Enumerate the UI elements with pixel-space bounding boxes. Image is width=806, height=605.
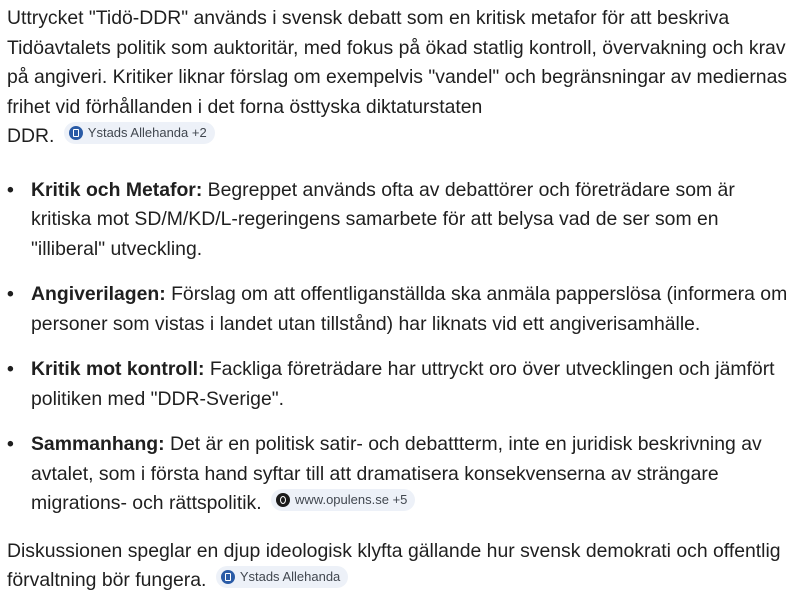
intro-text: Uttrycket "Tidö-DDR" används i svensk debatt som en kritisk metafor för att beskriva Tidöavtalets politik som auktoritär, med fokus på ökad statlig kontroll, övervakning och krav på angiveri. Kritiker liknar förslag om exempelvis "vandel" och begränsningar av mediernas frihet vid förhållanden i det forna östtyska diktaturstaten (7, 7, 788, 118)
outro-paragraph (7, 537, 790, 596)
source-chip-ystads-allehanda[interactable] (64, 122, 215, 144)
list-item (7, 355, 790, 414)
bullet-list (7, 176, 790, 519)
list-item-title: Sammanhang: (31, 433, 165, 455)
bullet-marker: • (7, 178, 14, 201)
intro-text-end: DDR. (7, 125, 55, 147)
source-chip-label: Ystads Allehanda +2 (87, 125, 207, 140)
ystads-allehanda-icon (221, 570, 235, 584)
source-chip-label: www.opulens.se +5 (295, 492, 408, 507)
intro-paragraph (7, 4, 790, 152)
list-item-title: Kritik och Metafor: (31, 178, 203, 201)
bullet-marker: • (7, 433, 14, 455)
source-chip-label: Ystads Allehanda (239, 569, 341, 584)
list-item-text: Begreppet används ofta av debattörer och företrädare som är kritiska mot SD/M/KD/L-regeringens samarbete för att belysa vad de ser som en "illiberal" utveckling. (31, 178, 735, 260)
list-item-title: Kritik mot kontroll: (31, 358, 205, 380)
source-chip-opulens[interactable] (271, 489, 415, 511)
bullet-marker: • (7, 358, 14, 380)
list-item-text: Förslag om att offentliganställda ska anmäla papperslösa (informera om personer som vistas i landet utan tillstånd) har liknats vid ett angiverisamhälle. (31, 283, 788, 335)
list-item (7, 176, 790, 265)
opulens-icon (276, 493, 290, 507)
source-chip-ystads-allehanda-outro[interactable] (216, 566, 348, 588)
list-item (7, 280, 790, 339)
ystads-allehanda-icon (69, 126, 83, 140)
list-item-text: Fackliga företrädare har uttryckt oro över utvecklingen och jämfört politiken med "DDR-Sverige". (31, 358, 775, 410)
list-item (7, 430, 790, 519)
list-item-title: Angiverilagen: (31, 283, 166, 305)
outro-text: Diskussionen speglar en djup ideologisk klyfta gällande hur svensk demokrati och offentlig förvaltning bör fungera. (7, 539, 781, 591)
bullet-marker: • (7, 283, 14, 305)
list-item-text: Det är en politisk satir- och debattterm, inte en juridisk beskrivning av avtalet, som i första hand syftar till att dramatisera konsekvenserna av strängare migrations- och rättspolitik. (31, 433, 762, 514)
